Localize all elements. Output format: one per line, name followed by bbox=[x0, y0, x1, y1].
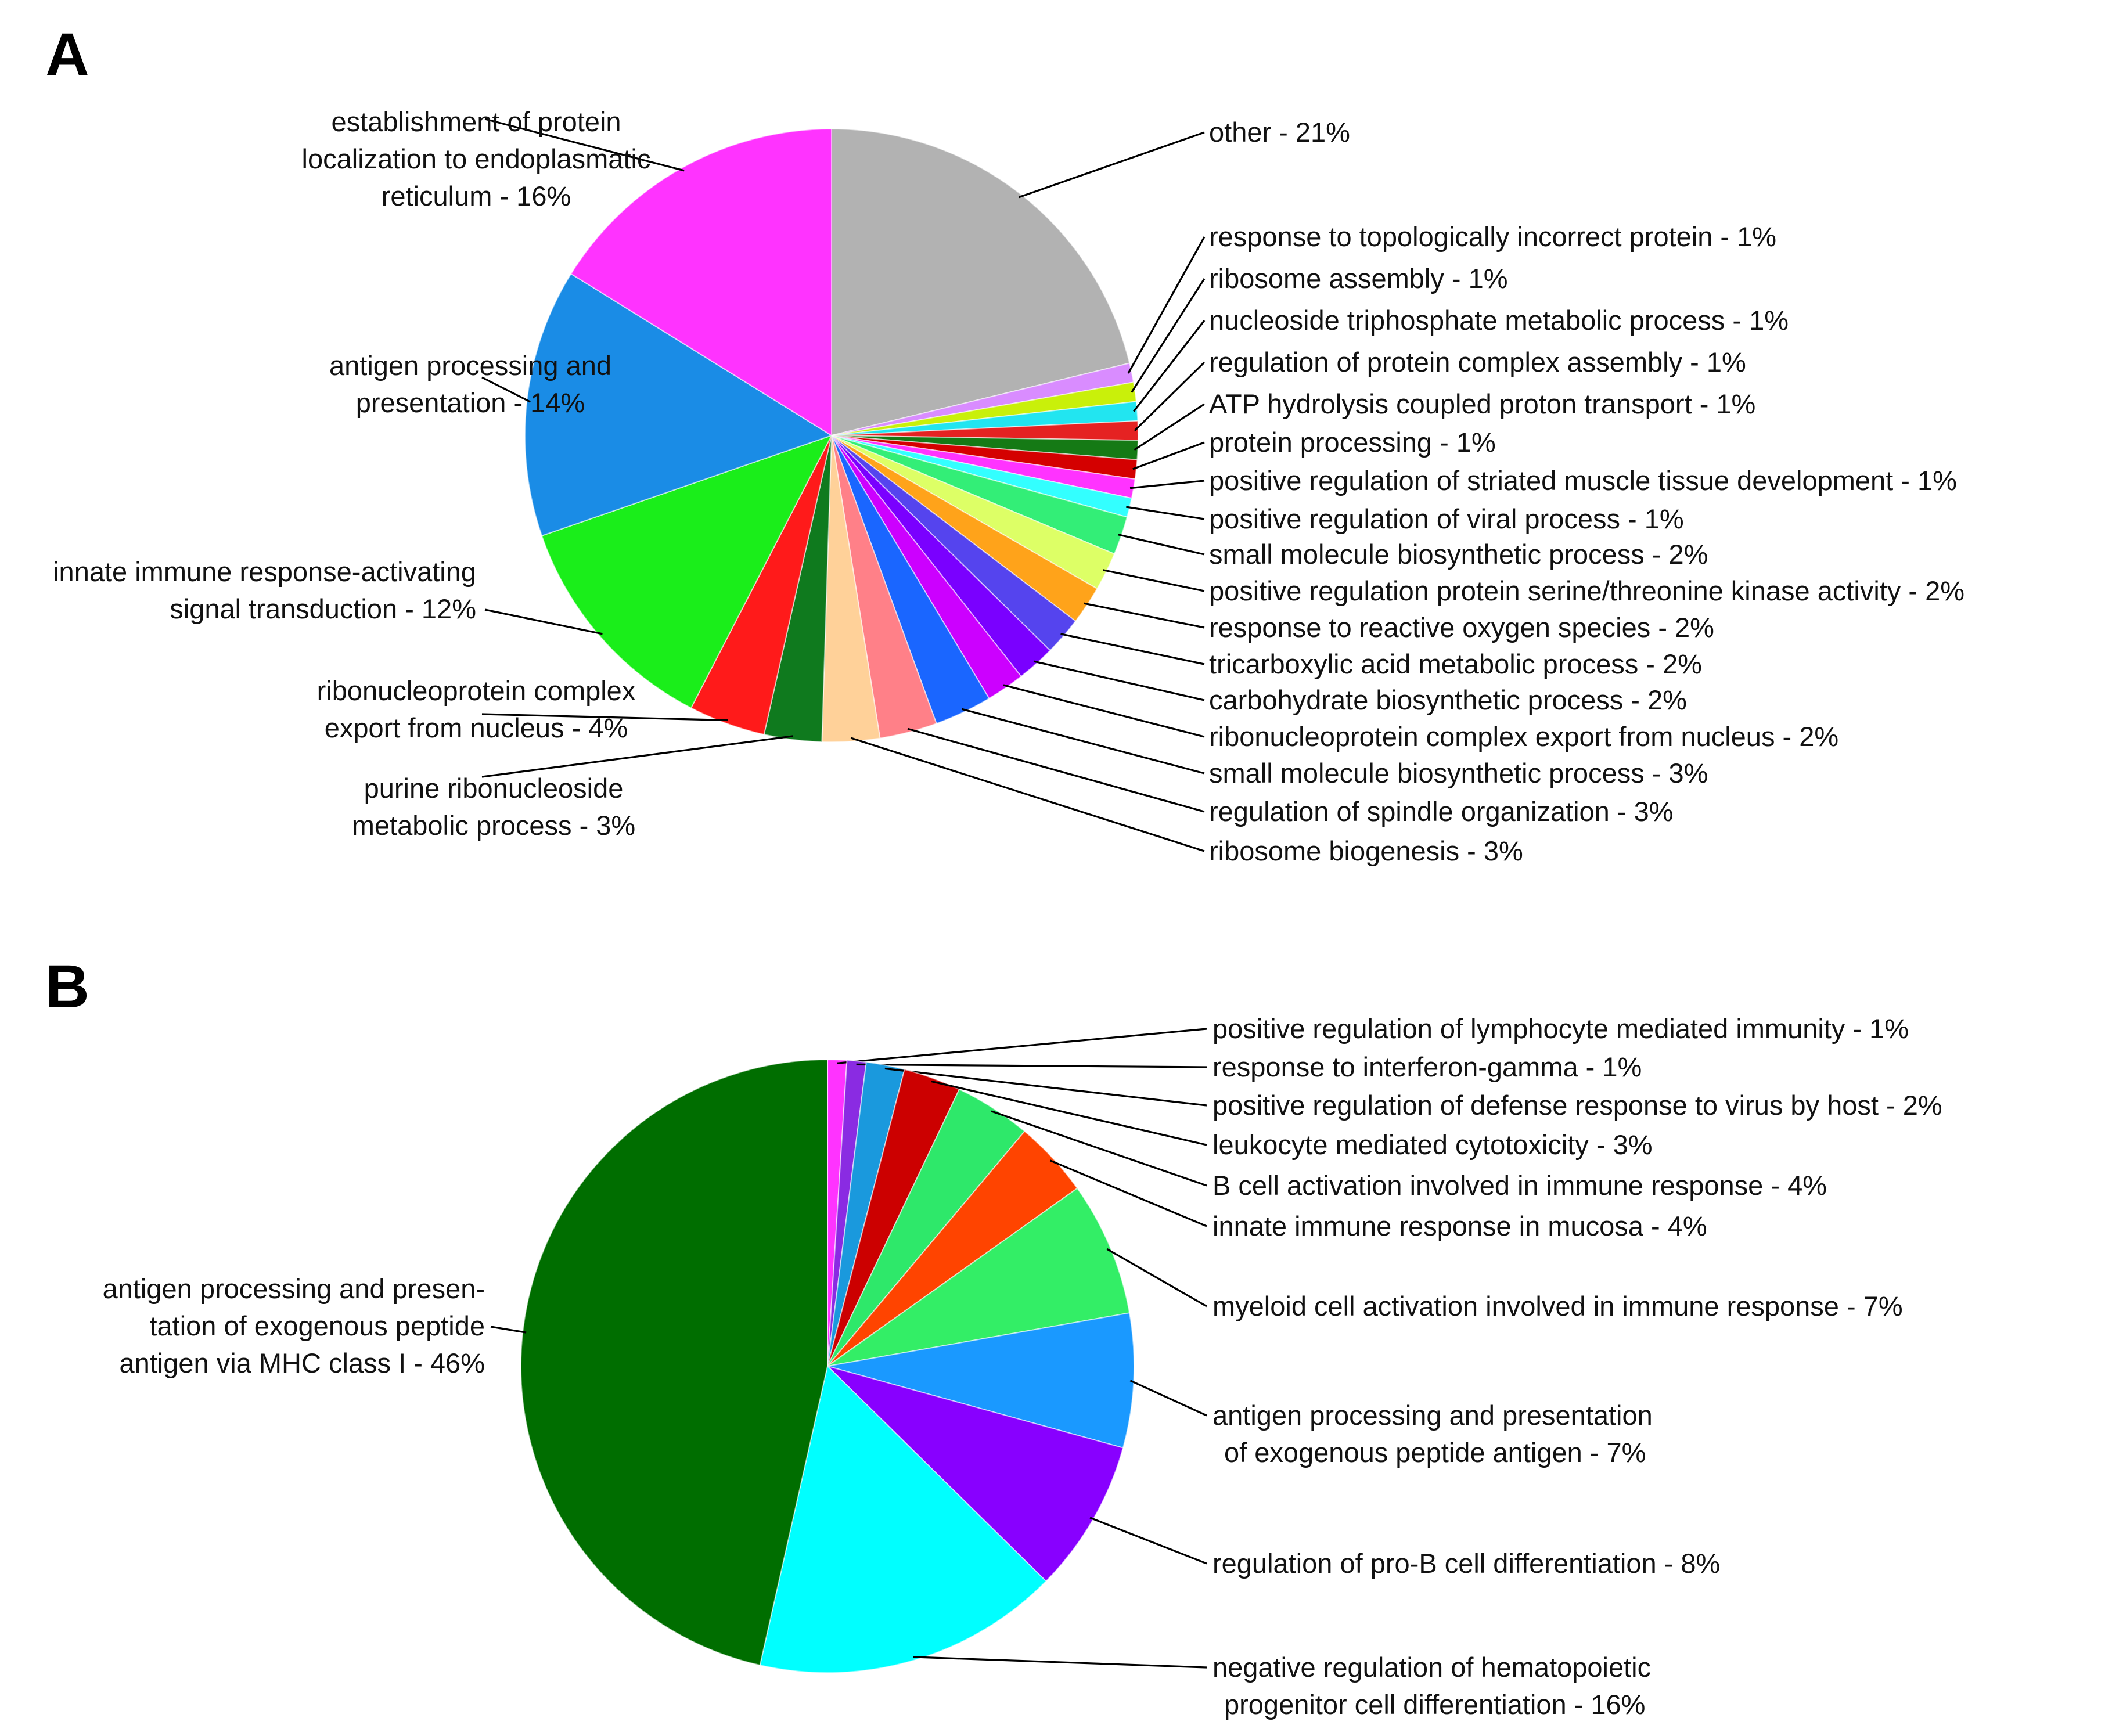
pie-a-label-12: response to reactive oxygen species - 2% bbox=[1209, 612, 1714, 643]
pie-chart-a bbox=[53, 106, 1965, 866]
pie-b-leader-8 bbox=[1130, 1381, 1207, 1416]
pie-a-leader-13 bbox=[1061, 634, 1205, 664]
pie-a-leader-14 bbox=[1034, 661, 1204, 700]
pie-a-label-9: positive regulation of viral process - 1% bbox=[1209, 503, 1684, 534]
pie-b-leader-1 bbox=[837, 1029, 1207, 1063]
pie-a-label-6: ATP hydrolysis coupled proton transport - 1% bbox=[1209, 388, 1756, 419]
pie-a-label-23: establishment of protein localization to endoplasmatic reticulum - 16% bbox=[301, 106, 651, 211]
pie-chart-b bbox=[103, 1013, 1942, 1720]
pie-b-label-1: positive regulation of lymphocyte mediated immunity - 1% bbox=[1212, 1013, 1909, 1044]
pie-b-leader-2 bbox=[857, 1064, 1207, 1067]
pie-b-leader-11 bbox=[491, 1327, 526, 1332]
pie-b-label-4: leukocyte mediated cytotoxicity - 3% bbox=[1212, 1129, 1653, 1160]
pie-a-leader-1 bbox=[1019, 132, 1204, 197]
pie-a-label-18: ribosome biogenesis - 3% bbox=[1209, 835, 1523, 866]
pie-a-label-10: small molecule biosynthetic process - 2% bbox=[1209, 539, 1708, 570]
pie-b-leader-9 bbox=[1090, 1518, 1207, 1564]
pie-a-leader-8 bbox=[1130, 481, 1204, 488]
pie-b-label-8: antigen processing and presentation of exogenous peptide antigen - 7% bbox=[1212, 1400, 1653, 1468]
pie-a-label-13: tricarboxylic acid metabolic process - 2% bbox=[1209, 649, 1702, 679]
pie-a-label-17: regulation of spindle organization - 3% bbox=[1209, 796, 1674, 827]
pie-a-label-1: other - 21% bbox=[1209, 117, 1350, 147]
pie-a-label-5: regulation of protein complex assembly - 1% bbox=[1209, 347, 1746, 377]
pie-b-label-11: antigen processing and presen-tation of exogenous peptide antigen via MHC class I - 46% bbox=[102, 1273, 485, 1378]
pie-a-label-7: protein processing - 1% bbox=[1209, 427, 1496, 458]
pie-b-label-10: negative regulation of hematopoietic progenitor cell differentiation - 16% bbox=[1212, 1652, 1652, 1720]
pie-a-leader-2 bbox=[1128, 237, 1204, 373]
pie-a-leader-16 bbox=[962, 709, 1204, 773]
panel-label-a: A bbox=[45, 21, 89, 89]
pie-a-label-15: ribonucleoprotein complex export from nucleus - 2% bbox=[1209, 721, 1839, 752]
panel-label-b: B bbox=[45, 953, 89, 1021]
pie-a-label-19: purine ribonucleoside metabolic process - 3% bbox=[351, 773, 636, 841]
pie-b-label-6: innate immune response in mucosa - 4% bbox=[1212, 1211, 1707, 1241]
pie-b-label-3: positive regulation of defense response to virus by host - 2% bbox=[1212, 1090, 1942, 1121]
pie-a-label-8: positive regulation of striated muscle tissue development - 1% bbox=[1209, 465, 1957, 496]
pie-a-leader-6 bbox=[1134, 404, 1204, 450]
pie-a-leader-10 bbox=[1118, 535, 1204, 554]
pie-a-leader-18 bbox=[851, 738, 1204, 851]
pie-a-label-20: ribonucleoprotein complex export from nucleus - 4% bbox=[316, 675, 636, 743]
pie-a-leader-11 bbox=[1103, 570, 1204, 591]
pie-b-label-9: regulation of pro-B cell differentiation - 8% bbox=[1212, 1548, 1721, 1579]
pie-a-label-22: antigen processing and presentation - 14% bbox=[329, 350, 612, 418]
pie-a-leader-12 bbox=[1084, 603, 1204, 628]
pie-b-label-7: myeloid cell activation involved in immune response - 7% bbox=[1212, 1291, 1903, 1321]
pie-a-label-16: small molecule biosynthetic process - 3% bbox=[1209, 758, 1708, 788]
pie-a-leader-9 bbox=[1126, 507, 1204, 519]
pie-a-label-2: response to topologically incorrect protein - 1% bbox=[1209, 221, 1777, 252]
pie-b-label-2: response to interferon-gamma - 1% bbox=[1212, 1051, 1642, 1082]
pie-a-label-11: positive regulation protein serine/threonine kinase activity - 2% bbox=[1209, 575, 1965, 606]
pie-a-label-14: carbohydrate biosynthetic process - 2% bbox=[1209, 685, 1687, 715]
pie-b-label-5: B cell activation involved in immune response - 4% bbox=[1212, 1170, 1827, 1201]
pie-b-leader-10 bbox=[913, 1657, 1207, 1667]
pie-a-leader-7 bbox=[1133, 442, 1204, 469]
pie-a-label-3: ribosome assembly - 1% bbox=[1209, 263, 1508, 294]
pie-a-label-21: innate immune response-activating signal transduction - 12% bbox=[53, 556, 476, 624]
pie-a-label-4: nucleoside triphosphate metabolic process - 1% bbox=[1209, 305, 1789, 336]
